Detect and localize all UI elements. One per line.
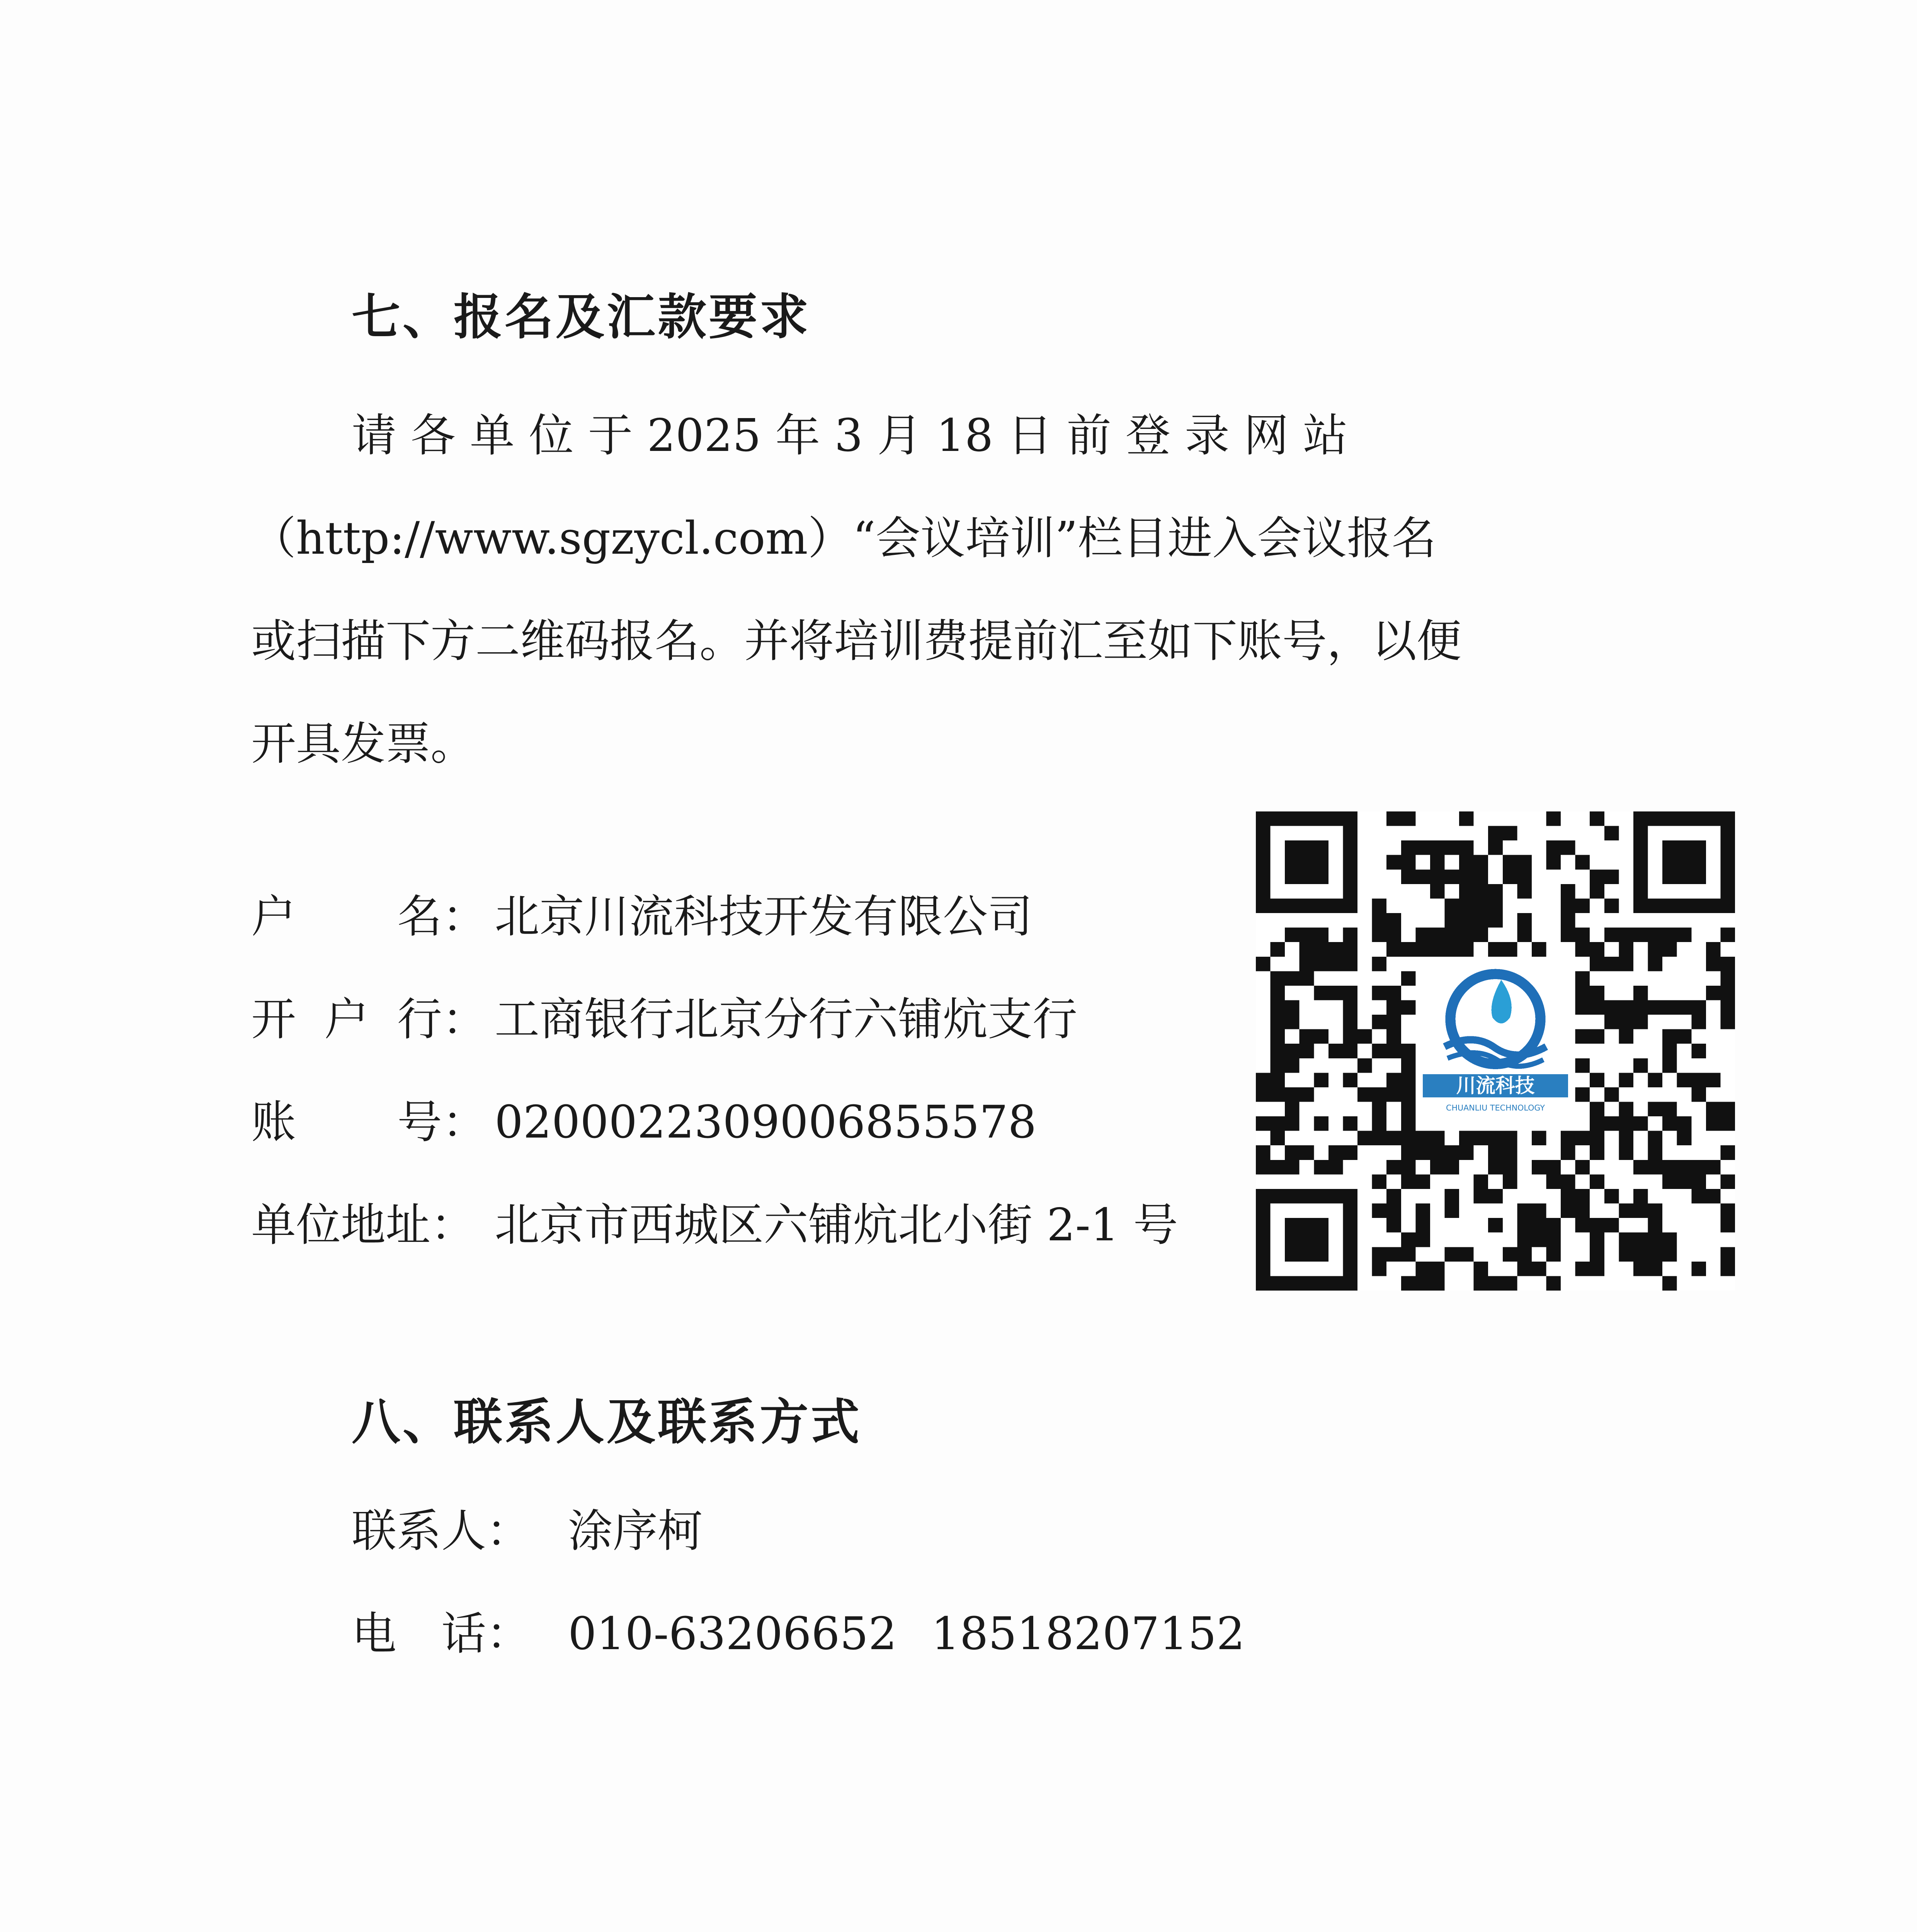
contact-phone-1: 010-63206652 (568, 1608, 897, 1660)
account-row-address (251, 1174, 1178, 1277)
paragraph-line-4: 开具发票。 (251, 718, 475, 770)
account-address-label (251, 1174, 487, 1277)
account-row-name (251, 866, 1178, 968)
qr-logo-text: 川流科技 (1456, 1074, 1535, 1097)
label-char: 名： (397, 891, 487, 943)
account-row-number (251, 1071, 1178, 1174)
section-8-heading: 八、联系人及联系方式 (352, 1393, 862, 1451)
label-char: 开 (251, 993, 296, 1046)
account-bank-label (251, 968, 487, 1071)
account-number-label (251, 1071, 487, 1174)
qr-logo (1419, 964, 1572, 1118)
label-char: 账 (251, 1096, 296, 1148)
label-char: 户 (251, 891, 296, 943)
label-char: 行： (397, 993, 487, 1046)
contact-phone-label: 电 话： (352, 1608, 531, 1660)
account-name-value: 北京川流科技开发有限公司 (495, 891, 1032, 943)
contact-info (352, 1480, 1245, 1685)
registration-qr-code[interactable] (1256, 811, 1735, 1291)
paragraph-line-3: 或扫描下方二维码报名。并将培训费提前汇至如下账号，以便 (251, 615, 1461, 667)
qr-logo-subtext (1446, 1103, 1545, 1112)
paragraph-line-1: 请 各 单 位 于 2025 年 3 月 18 日 前 登 录 网 站 (352, 410, 1348, 462)
account-bank-value: 工商银行北京分行六铺炕支行 (495, 993, 1077, 1046)
contact-phone-2: 18518207152 (931, 1608, 1245, 1660)
paragraph-line-2: （http://www.sgzycl.com）“会议培训”栏目进入会议报名 (251, 512, 1437, 565)
account-row-bank (251, 968, 1178, 1071)
account-info (251, 866, 1178, 1277)
section-7-paragraph (251, 384, 1642, 796)
contact-person-row (352, 1480, 1245, 1583)
account-number-value: 0200022309006855578 (495, 1096, 1037, 1148)
contact-person-label: 联系人： (352, 1505, 531, 1557)
contact-phone-row (352, 1583, 1245, 1685)
section-7-heading: 七、报名及汇款要求 (352, 288, 811, 345)
contact-person-name: 涂序柯 (568, 1505, 703, 1557)
qr-code-graphic (1256, 811, 1735, 1291)
account-name-label (251, 866, 487, 968)
label-char: 号： (397, 1096, 487, 1148)
label-char: 单位地址： (251, 1199, 475, 1251)
label-char: 户 (324, 993, 369, 1046)
account-address-value: 北京市西城区六铺炕北小街 2-1 号 (495, 1199, 1178, 1251)
